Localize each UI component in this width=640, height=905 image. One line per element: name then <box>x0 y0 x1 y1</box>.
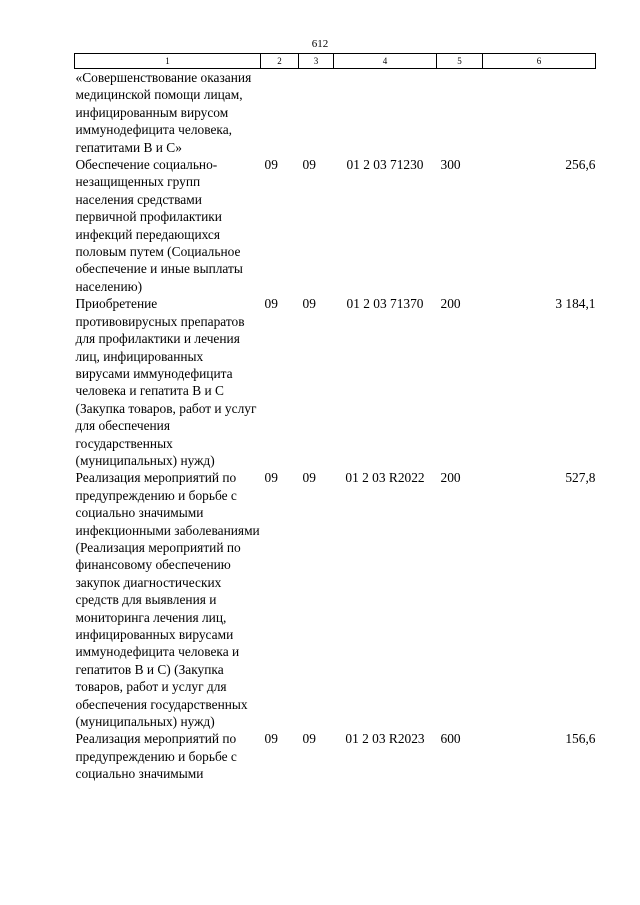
row-section: 09 <box>264 157 278 173</box>
row-subsection: 09 <box>302 731 316 747</box>
table-row <box>75 156 596 295</box>
row-name: Реализация мероприятий по предупреждению и борьбе с социально значимыми <box>75 731 237 782</box>
row-amount <box>483 69 596 157</box>
row-section: 09 <box>264 296 278 312</box>
row-expense-type: 600 <box>440 731 461 747</box>
row-amount: 527,8 <box>565 470 596 486</box>
page-number: 612 <box>311 38 329 50</box>
row-subsection: 09 <box>302 296 316 312</box>
column-header-2: 2 <box>261 54 299 69</box>
budget-table <box>74 53 596 783</box>
row-target-code <box>334 69 437 157</box>
table-row <box>75 730 596 782</box>
row-amount: 3 184,1 <box>555 296 596 312</box>
row-section: 09 <box>264 470 278 486</box>
row-section: 09 <box>264 731 278 747</box>
row-name: «Совершенствование оказания медицинской помощи лицам, инфицированным вирусом иммунодефицита человека, гепатитами В и С» <box>75 70 252 155</box>
row-subsection: 09 <box>302 157 316 173</box>
row-expense-type: 200 <box>440 470 461 486</box>
table-row <box>75 295 596 469</box>
row-amount: 256,6 <box>565 157 596 173</box>
row-target-code: 01 2 03 71230 <box>346 157 424 173</box>
row-target-code: 01 2 03 R2023 <box>345 731 425 747</box>
row-target-code: 01 2 03 R2022 <box>345 470 425 486</box>
row-expense-type <box>437 69 483 157</box>
row-section <box>261 69 299 157</box>
column-header-6: 6 <box>483 54 596 69</box>
column-header-5: 5 <box>437 54 483 69</box>
column-header-3: 3 <box>299 54 334 69</box>
column-header-4: 4 <box>334 54 437 69</box>
row-subsection <box>299 69 334 157</box>
row-name: Обеспечение социально-незащищенных групп населения средствами первичной профилактики инфекций передающихся половым путем (Социальное обеспечение и иные выплаты населению) <box>75 157 243 294</box>
table-header-row <box>75 54 596 69</box>
table-row <box>75 469 596 730</box>
table-row <box>75 69 596 157</box>
row-subsection: 09 <box>302 470 316 486</box>
row-amount: 156,6 <box>565 731 596 747</box>
row-name: Приобретение противовирусных препаратов для профилактики и лечения лиц, инфицированных вирусами иммунодефицита человека и гепатита В и С (Закупка товаров, работ и услуг для обеспечения государственных (муниципальных) нужд) <box>75 296 257 468</box>
row-target-code: 01 2 03 71370 <box>346 296 424 312</box>
column-header-1: 1 <box>75 54 261 69</box>
row-name: Реализация мероприятий по предупреждению и борьбе с социально значимыми инфекционными заболеваниями (Реализация мероприятий по финансовому обеспечению закупок диагностических средств для выявления и мониторинга лечения лиц, инфицированных вирусами иммунодефицита человека и гепатитов В и С) (Закупка товаров, работ и услуг для обеспечения государственных (муниципальных) нужд) <box>75 470 260 730</box>
row-expense-type: 200 <box>440 296 461 312</box>
row-expense-type: 300 <box>440 157 461 173</box>
